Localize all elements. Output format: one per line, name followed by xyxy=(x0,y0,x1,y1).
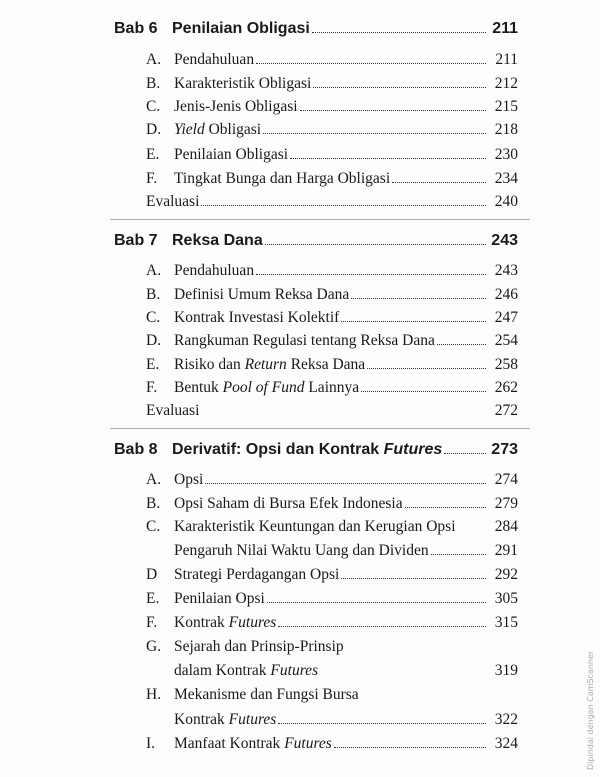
entry-title: Opsi xyxy=(174,471,204,488)
dot-leader xyxy=(312,32,486,33)
entry-letter: E. xyxy=(146,356,160,373)
page-number: 315 xyxy=(494,614,518,631)
dot-leader xyxy=(267,602,486,603)
evaluasi-entry xyxy=(146,193,518,211)
entry-letter: E. xyxy=(146,146,160,163)
entry-title: Pengaruh Nilai Waktu Uang dan Dividen xyxy=(174,542,429,559)
page-number: 215 xyxy=(494,98,518,115)
page-number: 284 xyxy=(494,518,518,535)
page-number: 292 xyxy=(494,566,518,583)
entry-letter: A. xyxy=(146,471,162,488)
chapter-heading xyxy=(114,232,518,250)
page-number: 291 xyxy=(494,542,518,559)
entry-title: Karakteristik Obligasi xyxy=(174,75,312,92)
toc-entry xyxy=(146,518,518,536)
entry-title: Penilaian Opsi xyxy=(174,590,265,607)
entry-letter: A. xyxy=(146,51,162,68)
toc-entry xyxy=(146,471,518,489)
entry-title: Risiko dan Return Reksa Dana xyxy=(174,356,366,373)
entry-title: Strategi Perdagangan Opsi xyxy=(174,566,340,583)
page-number: 212 xyxy=(494,75,518,92)
entry-title: dalam Kontrak Futures xyxy=(174,662,319,679)
dot-leader xyxy=(351,298,486,299)
toc-entry-continuation xyxy=(174,662,518,680)
toc-entry xyxy=(146,51,518,69)
entry-letter: D. xyxy=(146,332,162,349)
entry-title: Tingkat Bunga dan Harga Obligasi xyxy=(174,170,391,187)
toc-entry xyxy=(146,262,518,280)
dot-leader xyxy=(263,133,486,134)
dot-leader xyxy=(256,63,486,64)
entry-title: Penilaian Obligasi xyxy=(174,146,289,163)
dot-leader xyxy=(201,205,486,206)
chapter-heading xyxy=(114,20,518,38)
entry-letter: B. xyxy=(146,286,161,303)
dot-leader xyxy=(265,244,486,245)
page-number: 211 xyxy=(492,20,518,37)
entry-title: Pendahuluan xyxy=(174,51,255,68)
dot-leader xyxy=(361,391,486,392)
entry-title: Opsi Saham di Bursa Efek Indonesia xyxy=(174,495,403,512)
dot-leader xyxy=(278,723,486,724)
entry-title: Manfaat Kontrak Futures xyxy=(174,735,332,752)
toc-entry xyxy=(146,356,518,374)
page-number: 319 xyxy=(494,662,518,679)
toc-entry xyxy=(146,75,518,93)
page-number: 243 xyxy=(491,232,518,249)
entry-letter: C. xyxy=(146,98,161,115)
dot-leader xyxy=(405,507,486,508)
page-number: 279 xyxy=(494,495,518,512)
entry-title: Mekanisme dan Fungsi Bursa xyxy=(174,686,359,703)
chapter-number: Bab 6 xyxy=(114,20,158,37)
dot-leader xyxy=(205,483,486,484)
chapter-title: Reksa Dana xyxy=(172,232,263,249)
page-number: 247 xyxy=(494,309,518,326)
entry-title: Kontrak Futures xyxy=(174,614,277,631)
page-number: 240 xyxy=(494,193,518,210)
entry-title: Definisi Umum Reksa Dana xyxy=(174,286,350,303)
toc-entry xyxy=(146,121,518,139)
entry-letter: D xyxy=(146,566,158,583)
toc-entry xyxy=(146,638,518,656)
page-number: 262 xyxy=(494,379,518,396)
toc-entry xyxy=(146,286,518,304)
dot-leader xyxy=(431,554,486,555)
dot-leader xyxy=(341,578,486,579)
toc-entry xyxy=(146,309,518,327)
page-number: 272 xyxy=(494,402,518,419)
entry-title: Yield Obligasi xyxy=(174,121,262,138)
toc-entry xyxy=(174,542,518,560)
page-number: 211 xyxy=(495,51,518,68)
entry-letter: F. xyxy=(146,170,158,187)
page-number: 258 xyxy=(494,356,518,373)
entry-title: Evaluasi xyxy=(146,402,200,419)
toc-entry xyxy=(146,614,518,632)
dot-leader xyxy=(437,344,486,345)
toc-entry xyxy=(146,495,518,513)
toc-entry xyxy=(146,98,518,116)
entry-letter: C. xyxy=(146,518,161,535)
dot-leader xyxy=(392,182,486,183)
page-number: 305 xyxy=(494,590,518,607)
toc-entry xyxy=(146,170,518,188)
chapter-number: Bab 8 xyxy=(114,441,158,458)
entry-letter: B. xyxy=(146,495,161,512)
toc-entry xyxy=(146,146,518,164)
entry-title: Rangkuman Regulasi tentang Reksa Dana xyxy=(174,332,435,349)
page-number: 322 xyxy=(494,711,518,728)
dot-leader xyxy=(334,747,486,748)
dot-leader xyxy=(290,158,486,159)
page-number: 324 xyxy=(494,735,518,752)
evaluasi-entry xyxy=(146,402,518,420)
page-number: 218 xyxy=(494,121,518,138)
dot-leader xyxy=(367,368,486,369)
toc-entry xyxy=(146,379,518,397)
page-number: 234 xyxy=(494,170,518,187)
toc-entry-continuation xyxy=(174,711,518,729)
dot-leader xyxy=(341,321,486,322)
page-number: 243 xyxy=(494,262,518,279)
entry-letter: D. xyxy=(146,121,162,138)
entry-letter: A. xyxy=(146,262,162,279)
entry-title: Sejarah dan Prinsip-Prinsip xyxy=(174,638,344,655)
entry-letter: G. xyxy=(146,638,162,655)
entry-letter: H. xyxy=(146,686,162,703)
entry-title: Evaluasi xyxy=(146,193,200,210)
toc-entry xyxy=(146,686,518,704)
dot-leader xyxy=(300,110,486,111)
page-number: 254 xyxy=(494,332,518,349)
entry-letter: F. xyxy=(146,614,158,631)
section-divider xyxy=(110,428,530,429)
toc-entry xyxy=(146,735,518,753)
entry-title: Kontrak Investasi Kolektif xyxy=(174,309,340,326)
chapter-heading xyxy=(114,441,518,459)
toc-entry xyxy=(146,590,518,608)
chapter-title: Derivatif: Opsi dan Kontrak Futures xyxy=(172,441,443,458)
page-number: 273 xyxy=(491,441,518,458)
entry-title: Jenis-Jenis Obligasi xyxy=(174,98,298,115)
entry-letter: B. xyxy=(146,75,161,92)
chapter-title: Penilaian Obligasi xyxy=(172,20,310,37)
dot-leader xyxy=(256,274,486,275)
entry-letter: I. xyxy=(146,735,156,752)
toc-entry xyxy=(146,332,518,350)
entry-title: Kontrak Futures xyxy=(174,711,277,728)
scanner-watermark: Dipindai dengan CamScanner xyxy=(586,650,595,770)
entry-letter: F. xyxy=(146,379,158,396)
entry-letter: C. xyxy=(146,309,161,326)
entry-title: Karakteristik Keuntungan dan Kerugian Opsi xyxy=(174,518,456,535)
page-number: 230 xyxy=(494,146,518,163)
section-divider xyxy=(110,219,530,220)
page-number: 274 xyxy=(494,471,518,488)
entry-letter: E. xyxy=(146,590,160,607)
dot-leader xyxy=(444,453,486,454)
dot-leader xyxy=(313,87,486,88)
dot-leader xyxy=(278,626,486,627)
entry-title: Bentuk Pool of Fund Lainnya xyxy=(174,379,360,396)
toc-entry xyxy=(146,566,518,584)
page-number: 246 xyxy=(494,286,518,303)
entry-title: Pendahuluan xyxy=(174,262,255,279)
chapter-number: Bab 7 xyxy=(114,232,158,249)
